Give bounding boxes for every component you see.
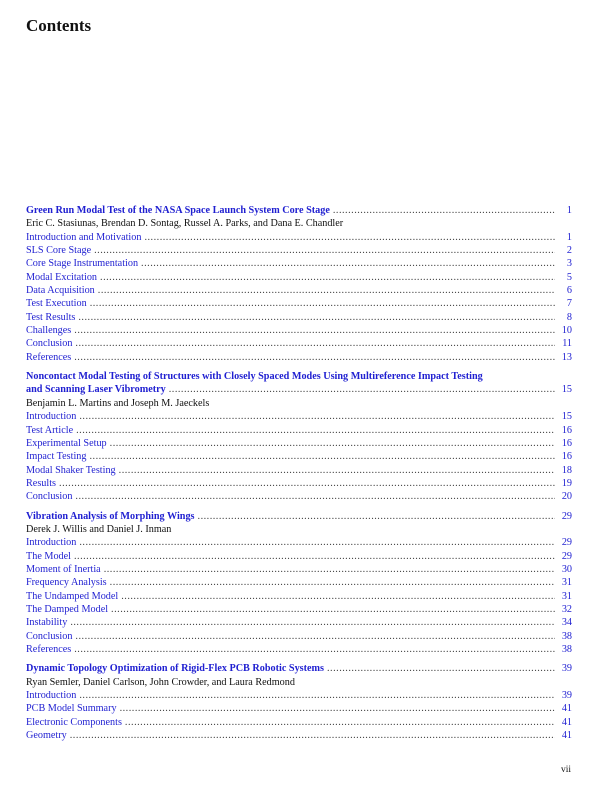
dot-leader <box>70 616 555 629</box>
table-of-contents <box>26 204 572 748</box>
section-page-number[interactable]: 3 <box>566 258 572 270</box>
section-title[interactable]: Data Acquisition <box>26 285 95 297</box>
section-title[interactable]: Modal Shaker Testing <box>26 464 116 476</box>
dot-leader <box>104 563 555 576</box>
chapter-title[interactable]: Noncontact Modal Testing of Structures with Closely Spaced Modes Using Multireference Impact Testing <box>26 371 483 383</box>
chapter-authors: Eric C. Stasiunas, Brendan D. Sontag, Russel A. Parks, and Dana E. Chandler <box>26 218 344 230</box>
section-title[interactable]: Conclusion <box>26 338 73 350</box>
dot-leader <box>75 630 555 643</box>
dot-leader <box>110 576 555 589</box>
section-page-number[interactable]: 32 <box>561 603 572 615</box>
section-title[interactable]: PCB Model Summary <box>26 703 117 715</box>
toc-section-link[interactable] <box>26 616 572 629</box>
section-title[interactable]: Introduction <box>26 411 77 423</box>
dot-leader <box>75 490 555 503</box>
dot-leader <box>78 311 555 324</box>
dot-leader <box>98 284 555 297</box>
dot-leader <box>74 550 555 563</box>
dot-leader <box>90 450 556 463</box>
toc-section-link[interactable] <box>26 284 572 297</box>
dot-leader <box>90 297 555 310</box>
section-page-number[interactable]: 19 <box>561 477 572 489</box>
toc-section-link[interactable] <box>26 351 572 364</box>
dot-leader <box>144 231 555 244</box>
section-title[interactable]: References <box>26 351 72 363</box>
section-title[interactable]: Introduction <box>26 690 77 702</box>
chapter-authors: Benjamin L. Martins and Joseph M. Jaeckels <box>26 397 210 409</box>
section-title[interactable]: Geometry <box>26 730 67 742</box>
chapter-title-link[interactable] <box>26 383 572 396</box>
toc-section-link[interactable] <box>26 576 572 589</box>
chapter-title-line[interactable] <box>26 370 572 383</box>
section-title[interactable]: Introduction and Motivation <box>26 231 142 243</box>
section-title[interactable]: Test Execution <box>26 298 87 310</box>
chapter-title-link[interactable] <box>26 204 572 217</box>
section-page-number[interactable]: 34 <box>561 617 572 629</box>
toc-section-link[interactable] <box>26 643 572 656</box>
section-page-number[interactable]: 10 <box>561 325 572 337</box>
toc-section-link[interactable] <box>26 702 572 715</box>
section-page-number[interactable]: 18 <box>561 464 572 476</box>
section-title[interactable]: Moment of Inertia <box>26 563 101 575</box>
toc-section-link[interactable] <box>26 311 572 324</box>
section-page-number[interactable]: 31 <box>561 590 572 602</box>
dot-leader <box>169 383 555 396</box>
dot-leader <box>327 662 555 675</box>
chapter-page-number[interactable]: 1 <box>566 205 572 216</box>
section-title[interactable]: Impact Testing <box>26 451 87 463</box>
toc-section-link[interactable] <box>26 729 572 742</box>
dot-leader <box>110 437 555 450</box>
chapter-page-number[interactable]: 39 <box>561 663 572 675</box>
section-page-number[interactable]: 16 <box>561 437 572 449</box>
dot-leader <box>74 643 555 656</box>
section-title[interactable]: The Undamped Model <box>26 590 119 602</box>
section-page-number[interactable]: 31 <box>561 577 572 589</box>
toc-section-link[interactable] <box>26 590 572 603</box>
chapter-title[interactable]: Green Run Modal Test of the NASA Space Launch System Core Stage <box>26 205 330 216</box>
toc-section-link[interactable] <box>26 337 572 350</box>
section-page-number[interactable]: 29 <box>561 550 572 562</box>
section-title[interactable]: Experimental Setup <box>26 437 107 449</box>
section-page-number[interactable]: 6 <box>566 285 572 297</box>
section-title[interactable]: Conclusion <box>26 630 73 642</box>
section-title[interactable]: Modal Excitation <box>26 271 98 283</box>
section-page-number[interactable]: 1 <box>566 231 572 243</box>
chapter-title-link[interactable] <box>26 662 572 675</box>
section-title[interactable]: Introduction <box>26 537 77 549</box>
section-title[interactable]: Test Article <box>26 424 74 436</box>
dot-leader <box>119 464 555 477</box>
section-title[interactable]: Instability <box>26 617 68 629</box>
dot-leader <box>121 590 555 603</box>
section-page-number[interactable]: 11 <box>562 338 572 350</box>
dot-leader <box>125 716 555 729</box>
section-page-number[interactable]: 8 <box>566 311 572 323</box>
dot-leader <box>100 271 555 284</box>
section-title[interactable]: Results <box>26 477 57 489</box>
section-title[interactable]: Frequency Analysis <box>26 577 107 589</box>
chapter-title[interactable]: Dynamic Topology Optimization of Rigid-Flex PCB Robotic Systems <box>26 663 324 675</box>
page-title: Contents <box>26 16 92 35</box>
chapter-title[interactable]: Vibration Analysis of Morphing Wings <box>26 510 195 522</box>
toc-chapter <box>26 662 572 742</box>
section-title[interactable]: Core Stage Instrumentation <box>26 258 139 270</box>
toc-section-link[interactable] <box>26 424 572 437</box>
toc-section-link[interactable] <box>26 244 572 257</box>
toc-section-link[interactable] <box>26 536 572 549</box>
toc-section-link[interactable] <box>26 550 572 563</box>
toc-chapter <box>26 510 572 657</box>
section-title[interactable]: Conclusion <box>26 491 73 503</box>
toc-section-link[interactable] <box>26 257 572 270</box>
toc-section-link[interactable] <box>26 297 572 310</box>
dot-leader <box>79 410 555 423</box>
toc-section-link[interactable] <box>26 603 572 616</box>
chapter-page-number[interactable]: 15 <box>561 384 572 396</box>
section-page-number[interactable]: 41 <box>561 703 572 715</box>
section-page-number[interactable]: 30 <box>561 563 572 575</box>
dot-leader <box>59 477 555 490</box>
chapter-authors: Derek J. Willis and Daniel J. Inman <box>26 523 172 535</box>
toc-section-link[interactable] <box>26 490 572 503</box>
section-title[interactable]: Test Results <box>26 311 76 323</box>
section-page-number[interactable]: 29 <box>561 537 572 549</box>
dot-leader <box>76 424 555 437</box>
toc-chapter <box>26 370 572 503</box>
toc-section-link[interactable] <box>26 410 572 423</box>
section-title[interactable]: References <box>26 644 72 655</box>
section-title[interactable]: The Damped Model <box>26 603 109 615</box>
section-title[interactable]: Challenges <box>26 325 72 337</box>
dot-leader <box>94 244 555 257</box>
section-page-number[interactable]: 41 <box>561 730 572 742</box>
toc-section-link[interactable] <box>26 231 572 244</box>
dot-leader <box>111 603 555 616</box>
section-title[interactable]: SLS Core Stage <box>26 245 92 257</box>
section-page-number[interactable]: 38 <box>561 644 572 655</box>
section-page-number[interactable]: 20 <box>561 491 572 503</box>
toc-section-link[interactable] <box>26 630 572 643</box>
section-page-number[interactable]: 38 <box>561 630 572 642</box>
section-page-number[interactable]: 13 <box>561 351 572 363</box>
toc-chapter <box>26 204 572 364</box>
section-title[interactable]: Electronic Components <box>26 716 122 728</box>
section-page-number[interactable]: 5 <box>566 271 572 283</box>
section-page-number[interactable]: 39 <box>561 690 572 702</box>
section-title[interactable]: The Model <box>26 550 71 562</box>
toc-section-link[interactable] <box>26 271 572 284</box>
toc-section-link[interactable] <box>26 689 572 702</box>
section-page-number[interactable]: 7 <box>566 298 572 310</box>
chapter-authors: Ryan Semler, Daniel Carlson, John Crowder, and Laura Redmond <box>26 676 295 688</box>
dot-leader <box>120 702 555 715</box>
chapter-title-continued[interactable]: and Scanning Laser Vibrometry <box>26 384 166 396</box>
toc-section-link[interactable] <box>26 437 572 450</box>
toc-section-link[interactable] <box>26 477 572 490</box>
page-number: vii <box>560 765 571 775</box>
chapter-title-link[interactable] <box>26 510 572 523</box>
dot-leader <box>70 729 555 742</box>
toc-section-link[interactable] <box>26 450 572 463</box>
dot-leader <box>198 510 555 523</box>
dot-leader <box>333 204 555 217</box>
section-page-number[interactable]: 41 <box>561 716 572 728</box>
toc-section-link[interactable] <box>26 324 572 337</box>
dot-leader <box>79 536 555 549</box>
toc-section-link[interactable] <box>26 464 572 477</box>
chapter-page-number[interactable]: 29 <box>561 510 572 522</box>
section-page-number[interactable]: 15 <box>561 411 572 423</box>
dot-leader <box>74 324 555 337</box>
dot-leader <box>74 351 555 364</box>
dot-leader <box>75 337 555 350</box>
toc-section-link[interactable] <box>26 563 572 576</box>
section-page-number[interactable]: 2 <box>566 245 572 257</box>
dot-leader <box>141 257 555 270</box>
toc-section-link[interactable] <box>26 716 572 729</box>
section-page-number[interactable]: 16 <box>561 451 572 463</box>
section-page-number[interactable]: 16 <box>561 424 572 436</box>
dot-leader <box>79 689 555 702</box>
